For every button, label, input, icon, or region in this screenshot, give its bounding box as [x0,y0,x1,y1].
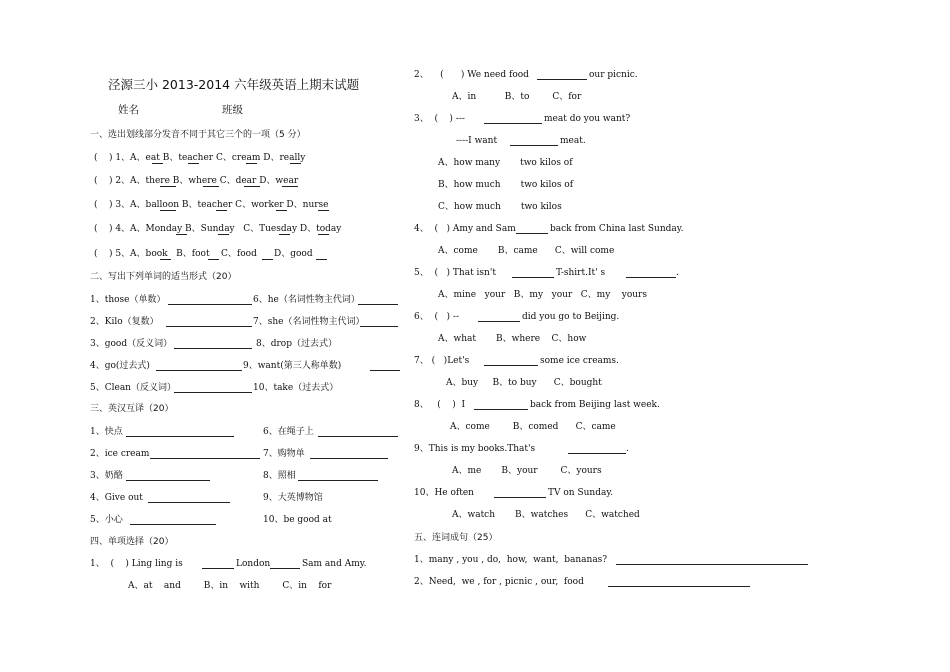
underline-mark [160,186,176,187]
underline-mark [318,234,329,235]
answer-blank[interactable] [166,326,252,327]
q6-part-a: 6、 ( ) -- [414,312,459,322]
q6-options: A、what B、where C、how [438,334,587,344]
underline-mark [290,163,301,164]
answer-blank[interactable] [484,365,538,366]
q9-options: A、me B、your C、yours [452,466,602,476]
answer-blank[interactable] [174,348,252,349]
underline-mark [216,210,227,211]
s2-item-7: 7、she（名词性物主代词） [253,317,365,327]
s2-item-3: 3、good（反义词） [90,339,173,349]
s2-item-9: 9、want(第三人称单数) [243,361,342,371]
underline-mark [244,186,260,187]
answer-blank[interactable] [156,370,242,371]
s3-item-5: 5、小心 [90,515,123,525]
section-3-heading: 三、英汉互译（20） [90,404,174,414]
underline-mark [276,210,287,211]
s4-question-1-part-b: London [236,559,271,569]
q7-part-b: some ice creams. [540,356,619,366]
s3-item-8: 8、照相 [263,471,296,481]
s1-question-3: ( ) 3、A、balloon B、teacher C、worker D、nurse [94,200,329,210]
s3-item-4: 4、Give out [90,493,143,503]
s4-question-1-part-a: 1、 ( ) Ling ling is [90,559,183,569]
answer-blank[interactable] [537,79,587,80]
answer-blank[interactable] [174,392,252,393]
s3-item-3: 3、奶酪 [90,471,123,481]
answer-blank[interactable] [318,436,398,437]
answer-blank[interactable] [358,304,398,305]
s4-question-1-part-c: Sam and Amy. [302,559,367,569]
q5-options: A、mine your B、my your C、my yours [438,290,647,300]
q8-part-a: 8、 ( ) I [414,400,466,410]
s2-item-10: 10、take（过去式） [253,383,339,393]
q2-part-b: our picnic. [589,70,638,80]
answer-blank[interactable] [126,480,210,481]
q4-part-b: back from China last Sunday. [550,224,684,234]
s2-item-2: 2、Kilo（复数） [90,317,159,327]
s3-item-2: 2、ice cream [90,449,150,459]
q6-part-b: did you go to Beijing. [522,312,620,322]
q3-option-c: C、how much two kilos [438,202,562,212]
underline-mark [262,259,273,260]
underline-mark [282,186,298,187]
s2-item-4: 4、go(过去式) [90,361,150,371]
answer-blank[interactable] [370,370,400,371]
q5-part-a: 5、 ( ) That isn't [414,268,496,278]
underline-mark [208,259,219,260]
answer-blank[interactable] [360,326,398,327]
section-2-heading: 二、写出下列单词的适当形式（20） [90,272,237,282]
underline-mark [279,234,290,235]
underline-mark [316,259,327,260]
q8-part-b: back from Beijing last week. [530,400,660,410]
q3-option-a: A、how many two kilos of [438,158,573,168]
s4-question-1-options: A、at and B、in with C、in for [128,581,332,591]
section-4-heading: 四、单项选择（20） [90,537,174,547]
s3-item-1: 1、快点 [90,427,123,437]
answer-blank[interactable] [202,568,234,569]
q10-options: A、watch B、watches C、watched [452,510,640,520]
answer-blank[interactable] [150,458,260,459]
q8-options: A、come B、comed C、came [450,422,616,432]
answer-blank[interactable] [516,233,548,234]
q3-part-d: meat. [560,136,586,146]
answer-blank[interactable] [478,321,520,322]
underline-mark [203,186,219,187]
underline-mark [188,163,199,164]
s2-item-1: 1、those（单数） [90,295,166,305]
s1-question-5: ( ) 5、A、book B、foot C、food D、good [94,249,313,259]
answer-blank[interactable] [616,564,808,565]
answer-blank[interactable] [310,458,388,459]
underline-mark [152,163,163,164]
answer-blank[interactable] [512,277,554,278]
q4-options: A、come B、came C、will come [438,246,615,256]
underline-mark [160,259,171,260]
answer-blank[interactable] [168,304,252,305]
underline-mark [246,163,257,164]
s2-item-8: 8、drop（过去式） [256,339,337,349]
answer-blank[interactable] [270,568,300,569]
q10-part-a: 10、He often [414,488,474,498]
q5-part-c: . [676,268,679,278]
answer-blank[interactable] [626,277,676,278]
s3-item-10: 10、be good at [263,515,332,525]
q2-part-a: 2、 ( ) We need food [414,70,529,80]
s2-item-5: 5、Clean（反义词） [90,383,176,393]
s3-item-9: 9、大英博物馆 [263,493,323,503]
q4-part-a: 4、 ( ) Amy and Sam [414,224,516,234]
answer-blank[interactable] [484,123,542,124]
underline-mark [160,210,176,211]
answer-blank[interactable] [608,586,750,587]
answer-blank[interactable] [568,453,626,454]
answer-blank[interactable] [298,480,378,481]
q3-part-c: ----I want [456,136,498,146]
s5-question-2: 2、Need, we , for , picnic , our, food [414,577,584,587]
s1-question-1: ( ) 1、A、eat B、teacher C、cream D、really [94,153,306,163]
s3-item-7: 7、购物单 [263,449,305,459]
section-5-heading: 五、连词成句（25） [414,533,498,543]
underline-mark [218,234,229,235]
q3-option-b: B、how much two kilos of [438,180,574,190]
q9-part-a: 9、This is my books.That's [414,444,536,454]
name-label: 姓名 [118,104,139,116]
answer-blank[interactable] [494,497,546,498]
q7-part-a: 7、 ( )Let's [414,356,470,366]
s2-item-6: 6、he（名词性物主代词） [253,295,360,305]
answer-blank[interactable] [130,524,216,525]
s5-question-1: 1、many , you , do, how, want, bananas? [414,555,608,565]
q5-part-b: T-shirt.It' s [556,268,606,278]
s1-question-2: ( ) 2、A、there B、where C、dear D、wear [94,176,299,186]
q3-part-b: meat do you want? [544,114,631,124]
underline-mark [176,234,187,235]
answer-blank[interactable] [148,502,230,503]
answer-blank[interactable] [474,409,528,410]
q7-options: A、buy B、to buy C、bought [446,378,602,388]
q2-options: A、in B、to C、for [452,92,582,102]
answer-blank[interactable] [510,145,558,146]
section-1-heading: 一、选出划线部分发音不同于其它三个的一项（5 分） [90,130,306,140]
underline-mark [318,210,329,211]
q9-part-b: . [626,444,629,454]
q10-part-b: TV on Sunday. [548,488,614,498]
page-title: 泾源三小 2013-2014 六年级英语上期末试题 [108,77,360,92]
s3-item-6: 6、在绳子上 [263,427,314,437]
class-label: 班级 [222,104,243,116]
s1-question-4: ( ) 4、A、Monday B、Sunday C、Tuesday D、today [94,224,342,234]
answer-blank[interactable] [126,436,234,437]
q3-part-a: 3、 ( ) --- [414,114,465,124]
